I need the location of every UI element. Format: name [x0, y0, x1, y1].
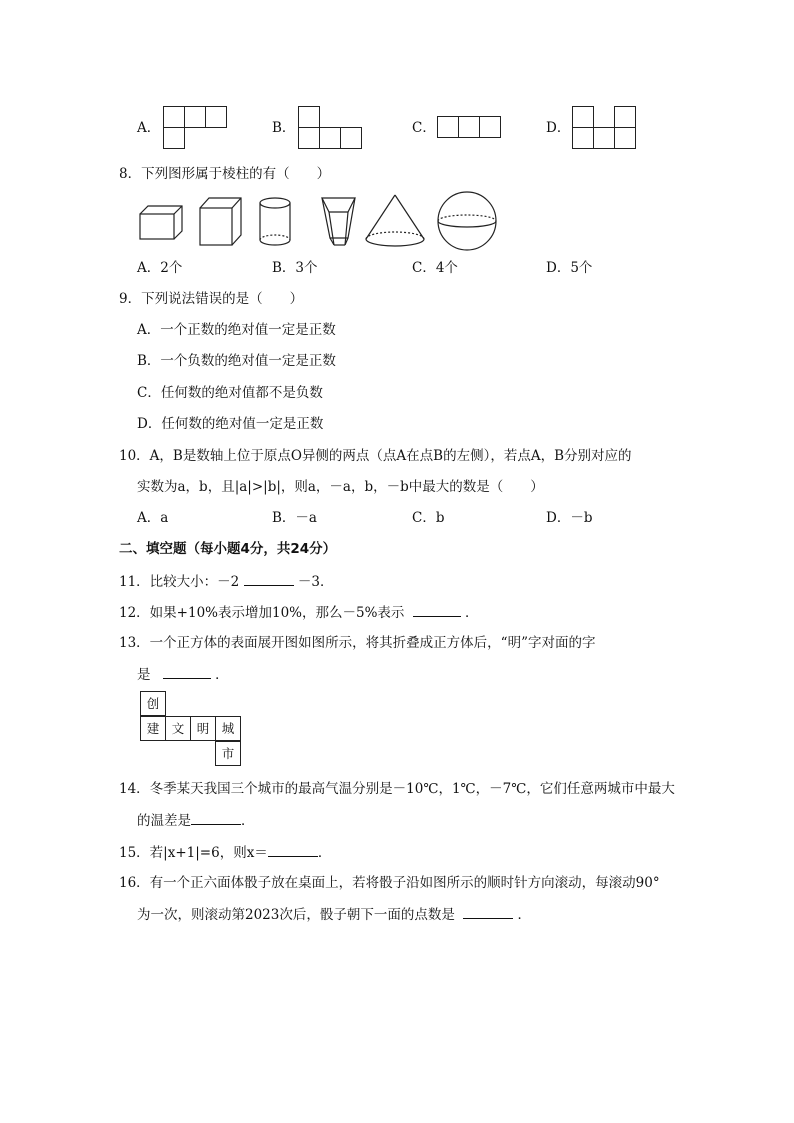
- cone-figure: [366, 195, 424, 246]
- net-cell-chuang: 创: [140, 691, 166, 716]
- q7-option-b-label: B．: [272, 120, 296, 136]
- q10-option-d: D．－b: [546, 510, 593, 526]
- q14-line2: [137, 811, 255, 830]
- q16-line2-pre: 为一次，则滚动第2023次后，骰子朝下一面的点数是: [137, 907, 455, 923]
- q12: [119, 603, 479, 622]
- q8-stem: 8．下列图形属于棱柱的有（ ）: [119, 166, 331, 182]
- q14-line2-post: ．: [241, 813, 255, 829]
- q15: [119, 843, 331, 862]
- q7-option-d-label: D．: [546, 120, 571, 136]
- net-cell-ming: 明: [190, 716, 216, 741]
- cuboid-flat-figure: [140, 206, 182, 239]
- q10-option-a: A．a: [137, 510, 169, 526]
- q8-solids: [0, 0, 794, 260]
- q13-answer-blank[interactable]: [163, 665, 211, 679]
- q12-text-post: ．: [465, 605, 479, 621]
- q8-option-a: A．2个: [137, 260, 183, 276]
- q9-option-b: B．一个负数的绝对值一定是正数: [137, 353, 336, 369]
- q7-option-c-label: C．: [412, 120, 436, 136]
- frustum-figure: [322, 198, 355, 245]
- q16-answer-blank[interactable]: [463, 905, 513, 919]
- q7-option-a-label: A．: [137, 120, 161, 136]
- q10-option-b: B．－a: [272, 510, 317, 526]
- cuboid-tall-figure: [200, 198, 241, 245]
- q9-option-d: D．任何数的绝对值一定是正数: [137, 416, 324, 432]
- q11: [119, 572, 333, 591]
- q9-stem: 9．下列说法错误的是（ ）: [119, 291, 304, 307]
- q13-line2: [137, 665, 229, 684]
- q8-option-d: D．5个: [546, 260, 593, 276]
- q9-option-c: C．任何数的绝对值都不是负数: [137, 385, 323, 401]
- net-cell-jian: 建: [140, 716, 166, 741]
- q11-text-pre: 11．比较大小：－2: [119, 574, 240, 590]
- q13-line1: 13．一个正方体的表面展开图如图所示，将其折叠成正方体后，“明”字对面的字: [119, 635, 596, 651]
- q13-line2-post: ．: [215, 667, 229, 683]
- section-title: 二、填空题（每小题4分，共24分）: [119, 541, 337, 557]
- q16-line2-post: ．: [517, 907, 531, 923]
- q16-line1: 16．有一个正六面体骰子放在桌面上，若将骰子沿如图所示的顺时针方向滚动，每滚动90°: [119, 875, 660, 891]
- net-cell-cheng: 城: [215, 716, 241, 741]
- q10-line2: 实数为a，b，且|a|>|b|，则a，－a，b，－b中最大的数是（ ）: [137, 479, 544, 495]
- net-cell-wen: 文: [165, 716, 191, 741]
- q15-text-post: ．: [317, 845, 332, 861]
- q11-answer-blank[interactable]: [244, 572, 294, 586]
- q14-answer-blank[interactable]: [191, 811, 241, 825]
- q13-line2-pre: 是: [137, 667, 151, 683]
- q12-answer-blank[interactable]: [413, 603, 461, 617]
- q14-line2-pre: 的温差是: [137, 813, 191, 829]
- q8-option-b: B．3个: [272, 260, 318, 276]
- sphere-figure: [438, 192, 496, 250]
- net-cell-shi: 市: [215, 741, 241, 766]
- q14-line1: 14．冬季某天我国三个城市的最高气温分别是－10℃，1℃，－7℃，它们任意两城市中最大: [119, 781, 675, 797]
- q10-option-c: C．b: [412, 510, 445, 526]
- q16-line2: [137, 905, 531, 924]
- q8-option-c: C．4个: [412, 260, 458, 276]
- q12-text-pre: 12．如果+10%表示增加10%，那么－5%表示: [119, 605, 405, 621]
- q10-line1: 10．A，B是数轴上位于原点O异侧的两点（点A在点B的左侧），若点A，B分别对应的: [119, 448, 632, 464]
- q11-text-post: －3．: [297, 574, 334, 590]
- q15-text-pre: 15．若|x+1|=6，则x＝: [119, 845, 268, 861]
- q15-answer-blank[interactable]: [268, 843, 318, 857]
- cylinder-figure: [260, 198, 290, 245]
- q9-option-a: A．一个正数的绝对值一定是正数: [137, 322, 336, 338]
